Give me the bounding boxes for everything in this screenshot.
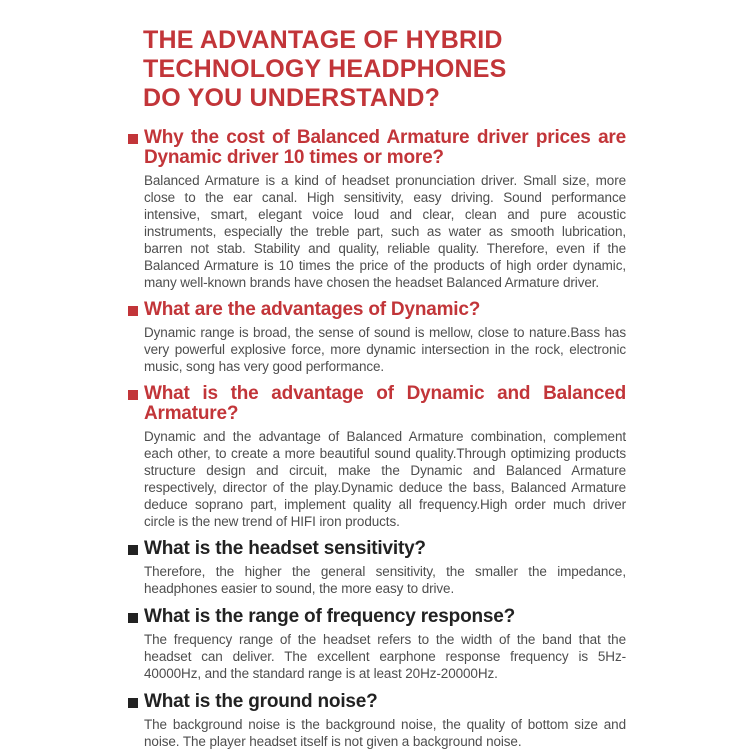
section-heading-text: What is the ground noise? [144, 691, 378, 712]
section-body-text: Dynamic range is broad, the sense of sound is mellow, close to nature.Bass has very powerful explosive force, more dynamic intersection in the rock, electronic music, song has very good performance. [144, 325, 626, 374]
bullet-square-icon [128, 390, 138, 400]
section-heading [128, 384, 626, 424]
section-heading [128, 692, 626, 712]
page-title-line-3: DO YOU UNDERSTAND? [143, 84, 441, 112]
section-dynamic-advantages [128, 300, 626, 375]
bullet-square-icon [128, 306, 138, 316]
section-body-text: Therefore, the higher the general sensitivity, the smaller the impedance, headphones easier to sound, the more easy to drive. [144, 564, 626, 596]
section-body-text: The frequency range of the headset refers to the width of the band that the headset can deliver. The excellent earphone response frequency is 5Hz-40000Hz, and the standard range is at least 20Hz-20000Hz. [144, 632, 626, 681]
section-heading [128, 128, 626, 168]
bullet-square-icon [128, 545, 138, 555]
section-ground-noise [128, 692, 626, 750]
section-body-text: The background noise is the background noise, the quality of bottom size and noise. The player headset itself is not given a background noise. [144, 717, 626, 749]
section-balanced-armature-cost [128, 128, 626, 291]
section-body-text: Dynamic and the advantage of Balanced Armature combination, complement each other, to create a more beautiful sound quality.Through optimizing products structure design and circuit, make the Dynamic and Balanced Armature respectively, director of the play.Dynamic deduce the bass, Balanced Armature deduce soprano part, implement quality all frequency.High order much driver circle is the new trend of HIFI iron products. [144, 429, 626, 529]
bullet-square-icon [128, 613, 138, 623]
section-heading [128, 300, 626, 320]
page-title-line-1: THE ADVANTAGE OF HYBRID [143, 26, 503, 54]
section-headset-sensitivity [128, 539, 626, 597]
section-heading-text: What are the advantages of Dynamic? [144, 299, 481, 320]
section-body-text: Balanced Armature is a kind of headset pronunciation driver. Small size, more close to the ear canal. High sensitivity, easy driving. Sound performance intensive, smart, elegant voice loud and clear, clean and pure acoustic instruments, especially the treble part, such as water as smooth lubrication, barren not stab. Stability and quality, reliable quality. Therefore, even if the Balanced Armature is 10 times the price of the products of high order dynamic, many well-known brands have chosen the headset Balanced Armature driver. [144, 173, 626, 290]
page-title [143, 26, 626, 113]
bullet-square-icon [128, 698, 138, 708]
section-hybrid-advantage [128, 384, 626, 530]
section-heading [128, 607, 626, 627]
section-heading-text: What is the headset sensitivity? [144, 538, 426, 559]
section-heading [128, 539, 626, 559]
section-heading-text: Why the cost of Balanced Armature driver prices are Dynamic driver 10 times or more? [144, 127, 626, 168]
bullet-square-icon [128, 134, 138, 144]
section-heading-text: What is the advantage of Dynamic and Balanced Armature? [144, 383, 626, 424]
section-frequency-response [128, 607, 626, 682]
page-title-line-2: TECHNOLOGY HEADPHONES [143, 55, 507, 83]
section-heading-text: What is the range of frequency response? [144, 606, 516, 627]
